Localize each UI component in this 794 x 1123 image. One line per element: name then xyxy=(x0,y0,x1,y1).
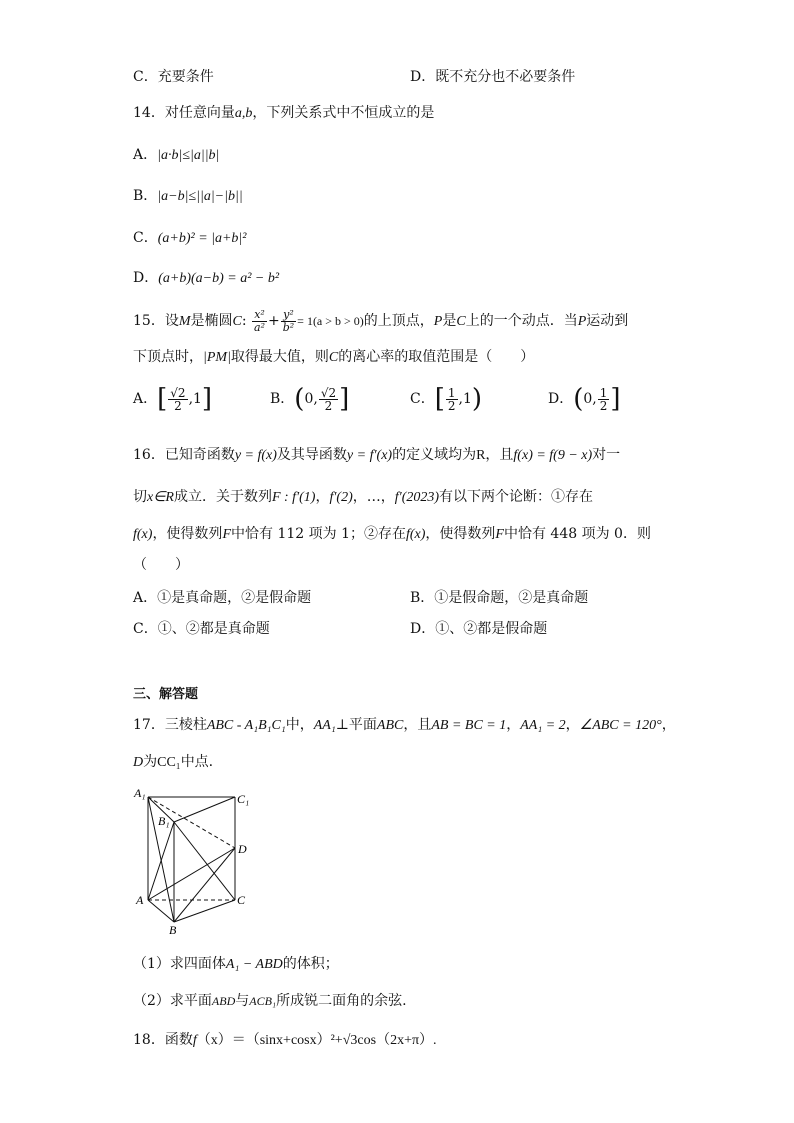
label-a1: A₁ xyxy=(134,786,146,800)
label-c: C xyxy=(237,893,246,907)
q14-option-a: A．|a·b|≤|a||b| xyxy=(133,147,220,163)
q17-line-1: 17．三棱柱ABC - A₁B₁C₁中，AA₁⊥平面ABC，且AB = BC = 1，AA₁ = 2，∠ABC = 120°， xyxy=(133,717,676,733)
edge-a-d xyxy=(148,848,235,900)
label-d: D xyxy=(238,842,247,856)
q16-option-d: D．①、②都是假命题 xyxy=(410,621,548,637)
label-b1: B₁ xyxy=(158,814,170,828)
q16-line-3: f(x)，使得数列F中恰有 112 项为 1；②存在f(x)，使得数列F中恰有 448 项为 0．则 xyxy=(133,526,651,542)
label-b: B xyxy=(169,923,177,935)
q14-option-b: B．|a−b|≤||a|−|b|| xyxy=(133,188,243,204)
q16-option-a: A．①是真命题，②是假命题 xyxy=(133,590,312,606)
q13-option-c: C．充要条件 xyxy=(133,69,214,85)
q14-option-d: D．(a+b)(a−b) = a² − b² xyxy=(133,270,280,286)
q17-part-2: （2）求平面ABD与ACB₁所成锐二面角的余弦. xyxy=(133,993,407,1009)
q16-line-2: 切x∈R成立．关于数列F : f′(1)，f′(2)，…，f′(2023)有以下两个论断：①存在 xyxy=(133,489,594,505)
q15-line-2: 下顶点时，|PM|取得最大值，则C的离心率的取值范围是（ ） xyxy=(133,349,535,365)
prism-figure xyxy=(130,785,260,935)
q15-option-b: B．(0, $\frac{√2}{2}$ ] xyxy=(270,384,350,414)
q16-line-4: （ ） xyxy=(133,557,189,573)
q16-option-c: C．①、②都是真命题 xyxy=(133,621,270,637)
q16-option-b: B．①是假命题，②是真命题 xyxy=(410,590,589,606)
label-c1: C₁ xyxy=(237,792,250,806)
q15-option-d: D．(0, $\frac{1}{2}$ ] xyxy=(548,384,621,414)
q13-option-d: D．既不充分也不必要条件 xyxy=(410,69,576,85)
edge-b1-c1 xyxy=(174,797,235,822)
ellipse-frac-x: $\frac{\text{x²}}{\text{a²}}$ xyxy=(254,307,265,334)
label-a: A xyxy=(136,893,144,907)
edge-b1-c xyxy=(174,822,235,900)
q15-line-1: 15．设M是椭圆C: $\frac{\text{x²}}{\text{a²}}$ + $\frac{\text{y²}}{\text{b²}}$ = 1(a > b > 0)的上顶点，P是C上的一个动点．当P运动到 xyxy=(133,307,629,334)
q17-line-2: D为CC₁中点. xyxy=(133,754,214,770)
q17-part-1: （1）求四面体A₁ − ABD的体积； xyxy=(133,956,339,972)
q18-stem: 18．函数f（x）＝（sinx+cosx）²+√3cos（2x+π）. xyxy=(133,1032,437,1048)
q16-line-1: 16．已知奇函数y = f(x)及其导函数y = f′(x)的定义域均为R，且f(x) = f(9 − x)对一 xyxy=(133,447,621,463)
q15-option-a: A．[ $\frac{√2}{2}$ ,1] xyxy=(133,384,213,414)
ellipse-frac-y: $\frac{\text{y²}}{\text{b²}}$ xyxy=(282,307,295,334)
q14-stem: 14．对任意向量a,b，下列关系式中不恒成立的是 xyxy=(133,105,435,121)
q15-option-c: C．[ $\frac{1}{2}$ ,1) xyxy=(410,384,483,414)
q14-option-c: C．(a+b)² = |a+b|² xyxy=(133,230,247,246)
section-heading: 三、解答题 xyxy=(133,687,199,702)
